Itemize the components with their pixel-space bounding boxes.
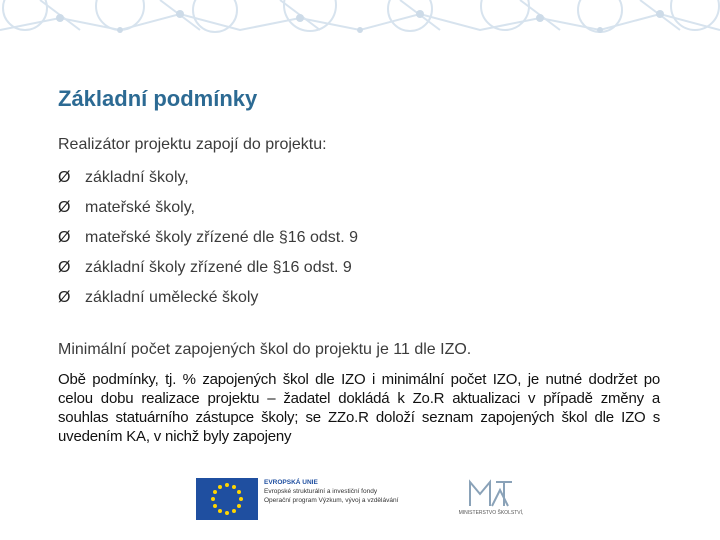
- list-item-label: mateřské školy,: [85, 199, 195, 216]
- list-item-label: základní umělecké školy: [85, 289, 259, 306]
- ministry-label: MINISTERSTVO ŠKOLSTVÍ,: [458, 510, 524, 516]
- eu-line-program: Operační program Výzkum, vývoj a vzdělávání: [264, 497, 399, 504]
- eu-line-funds: Evropské strukturální a investiční fondy: [264, 488, 378, 495]
- footer-logos: [196, 474, 536, 524]
- list-item-label: základní školy zřízené dle §16 odst. 9: [85, 259, 352, 276]
- molecular-pattern-icon: [0, 0, 720, 36]
- arrow-bullet-icon: Ø: [58, 199, 71, 216]
- conditions-paragraph: Obě podmínky, tj. % zapojených škol dle IZO i minimální počet IZO, je nutné dodržet po celou dobu realizace projektu – žadatel dokládá k Zo.R aktualizaci v případě změny a souhlas statuárního zástupce školy; se ZZo.R doloží seznam zapojených škol dle IZO s uvedením KA, v nichž byly zapojeny: [58, 371, 660, 445]
- msmt-logo-icon: [446, 476, 536, 522]
- list-item: [58, 193, 358, 223]
- slide-title: Základní podmínky: [58, 86, 258, 111]
- arrow-bullet-icon: Ø: [58, 259, 71, 276]
- list-item-label: mateřské školy zřízené dle §16 odst. 9: [85, 229, 359, 246]
- eu-flag-icon: [196, 478, 258, 520]
- intro-text: Realizátor projektu zapojí do projektu:: [58, 136, 327, 153]
- arrow-bullet-icon: Ø: [58, 229, 71, 246]
- list-item: [58, 223, 358, 253]
- arrow-bullet-icon: Ø: [58, 169, 71, 186]
- eu-title: EVROPSKÁ UNIE: [264, 479, 318, 486]
- list-item: [58, 163, 358, 193]
- arrow-bullet-icon: Ø: [58, 289, 71, 306]
- list-item-label: základní školy,: [85, 169, 189, 186]
- minimum-schools-text: Minimální počet zapojených škol do projektu je 11 dle IZO.: [58, 341, 472, 358]
- eu-text-block: [264, 478, 398, 505]
- list-item: [58, 253, 358, 283]
- list-item: [58, 283, 358, 313]
- school-type-list: [58, 163, 358, 313]
- header-decoration: [0, 0, 720, 36]
